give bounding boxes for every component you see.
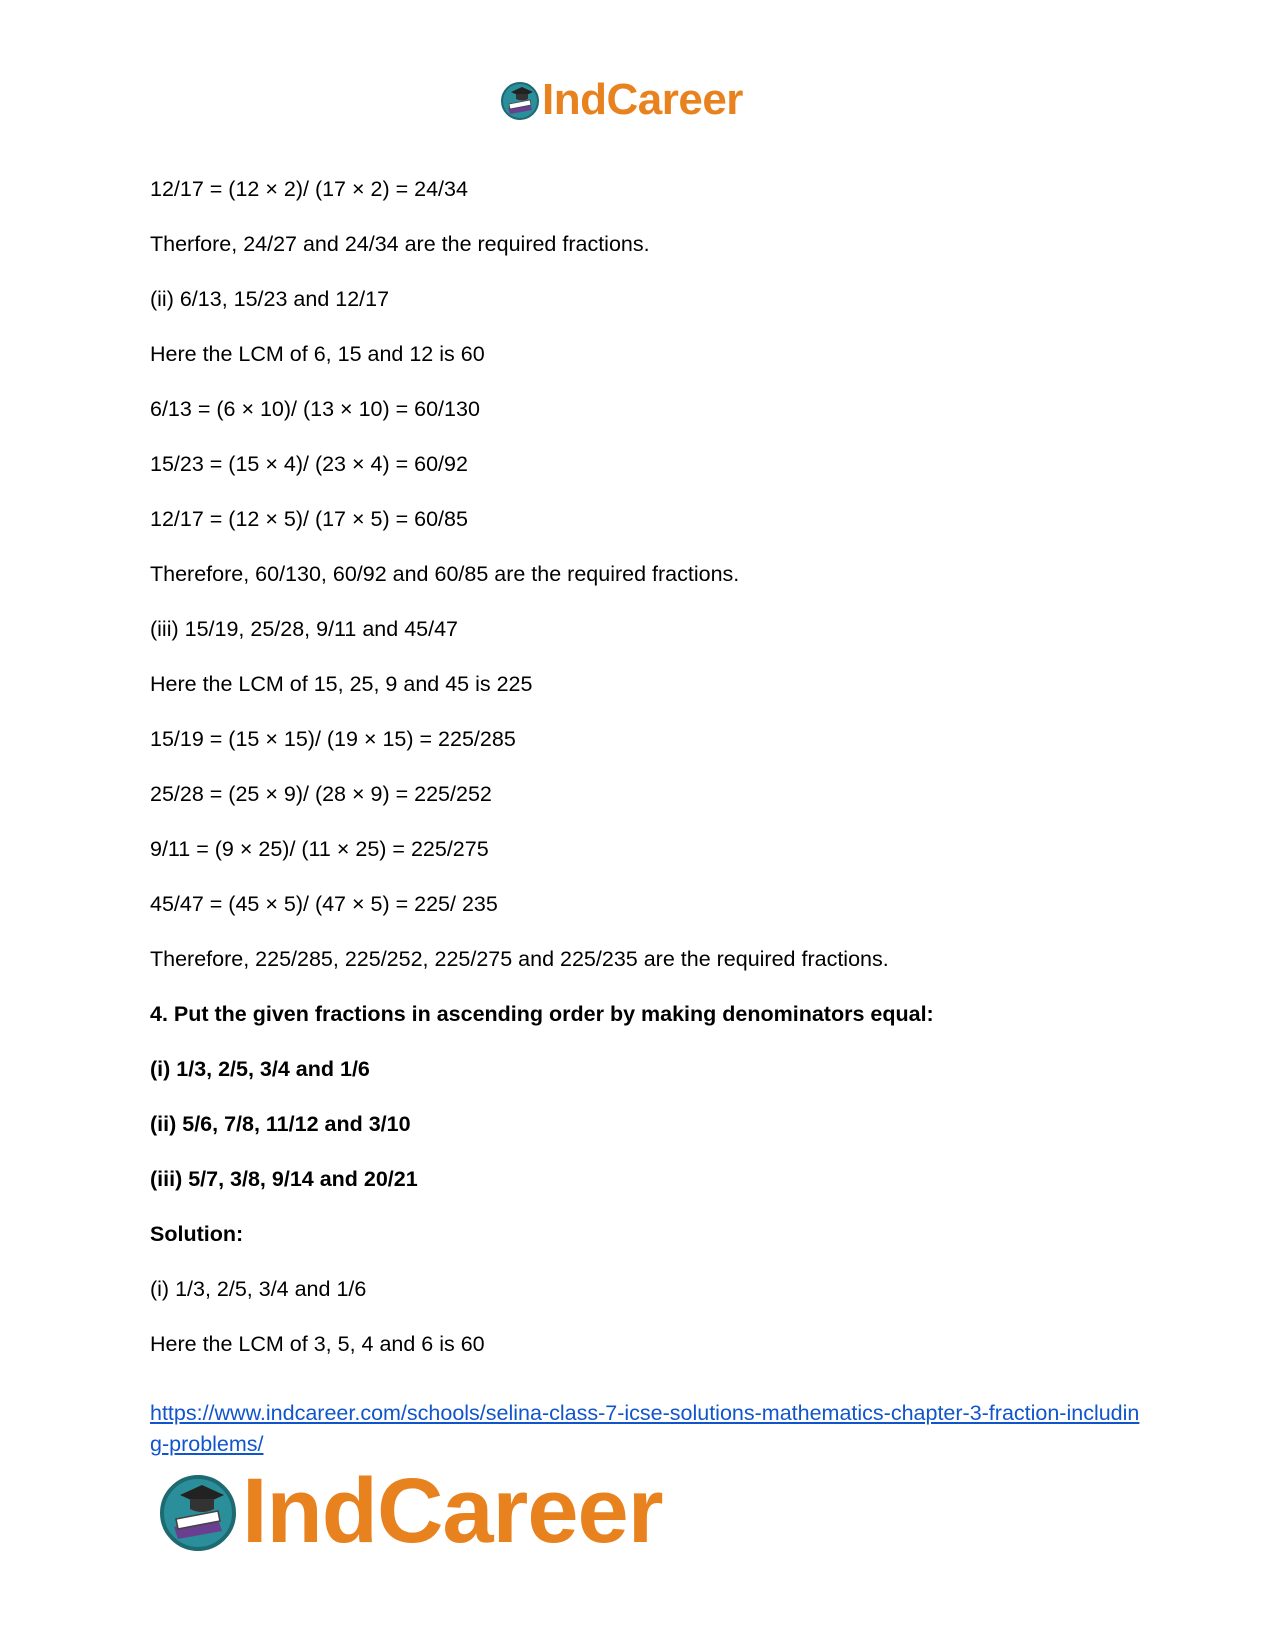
footer-logo [158, 1460, 663, 1562]
question-line: (i) 1/3, 2/5, 3/4 and 1/6 [150, 1057, 370, 1081]
text-line: 12/17 = (12 × 5)/ (17 × 5) = 60/85 [150, 507, 468, 531]
text-line: Therefore, 60/130, 60/92 and 60/85 are the required fractions. [150, 562, 740, 586]
text-line: 6/13 = (6 × 10)/ (13 × 10) = 60/130 [150, 397, 480, 421]
text-line: 25/28 = (25 × 9)/ (28 × 9) = 225/252 [150, 782, 492, 806]
question-line: Solution: [150, 1222, 244, 1246]
text-line: (ii) 6/13, 15/23 and 12/17 [150, 287, 390, 311]
text-line: (iii) 15/19, 25/28, 9/11 and 45/47 [150, 617, 458, 641]
text-line: 15/19 = (15 × 15)/ (19 × 15) = 225/285 [150, 727, 516, 751]
text-line: Here the LCM of 15, 25, 9 and 45 is 225 [150, 672, 533, 696]
text-line: Here the LCM of 3, 5, 4 and 6 is 60 [150, 1332, 485, 1356]
graduation-book-icon [500, 80, 540, 120]
source-link[interactable]: https://www.indcareer.com/schools/selina-class-7-icse-solutions-mathematics-chapter-3-fraction-including-problems/ [150, 1401, 1140, 1456]
question-line: 4. Put the given fractions in ascending order by making denominators equal: [150, 1002, 934, 1026]
text-line: Therefore, 225/285, 225/252, 225/275 and 225/235 are the required fractions. [150, 947, 889, 971]
footer-logo-text: IndCareer [242, 1460, 663, 1562]
text-line: Here the LCM of 6, 15 and 12 is 60 [150, 342, 485, 366]
question-line: (iii) 5/7, 3/8, 9/14 and 20/21 [150, 1167, 418, 1191]
text-line: (i) 1/3, 2/5, 3/4 and 1/6 [150, 1277, 367, 1301]
text-line: 15/23 = (15 × 4)/ (23 × 4) = 60/92 [150, 452, 468, 476]
graduation-book-icon [158, 1471, 238, 1551]
header-logo [500, 75, 743, 124]
text-line: Therfore, 24/27 and 24/34 are the required fractions. [150, 232, 650, 256]
question-line: (ii) 5/6, 7/8, 11/12 and 3/10 [150, 1112, 411, 1136]
text-line: 45/47 = (45 × 5)/ (47 × 5) = 225/ 235 [150, 892, 498, 916]
header-logo-text: IndCareer [542, 75, 743, 124]
document-body [150, 175, 1130, 1385]
text-line: 9/11 = (9 × 25)/ (11 × 25) = 225/275 [150, 837, 489, 861]
text-line: 12/17 = (12 × 2)/ (17 × 2) = 24/34 [150, 177, 468, 201]
